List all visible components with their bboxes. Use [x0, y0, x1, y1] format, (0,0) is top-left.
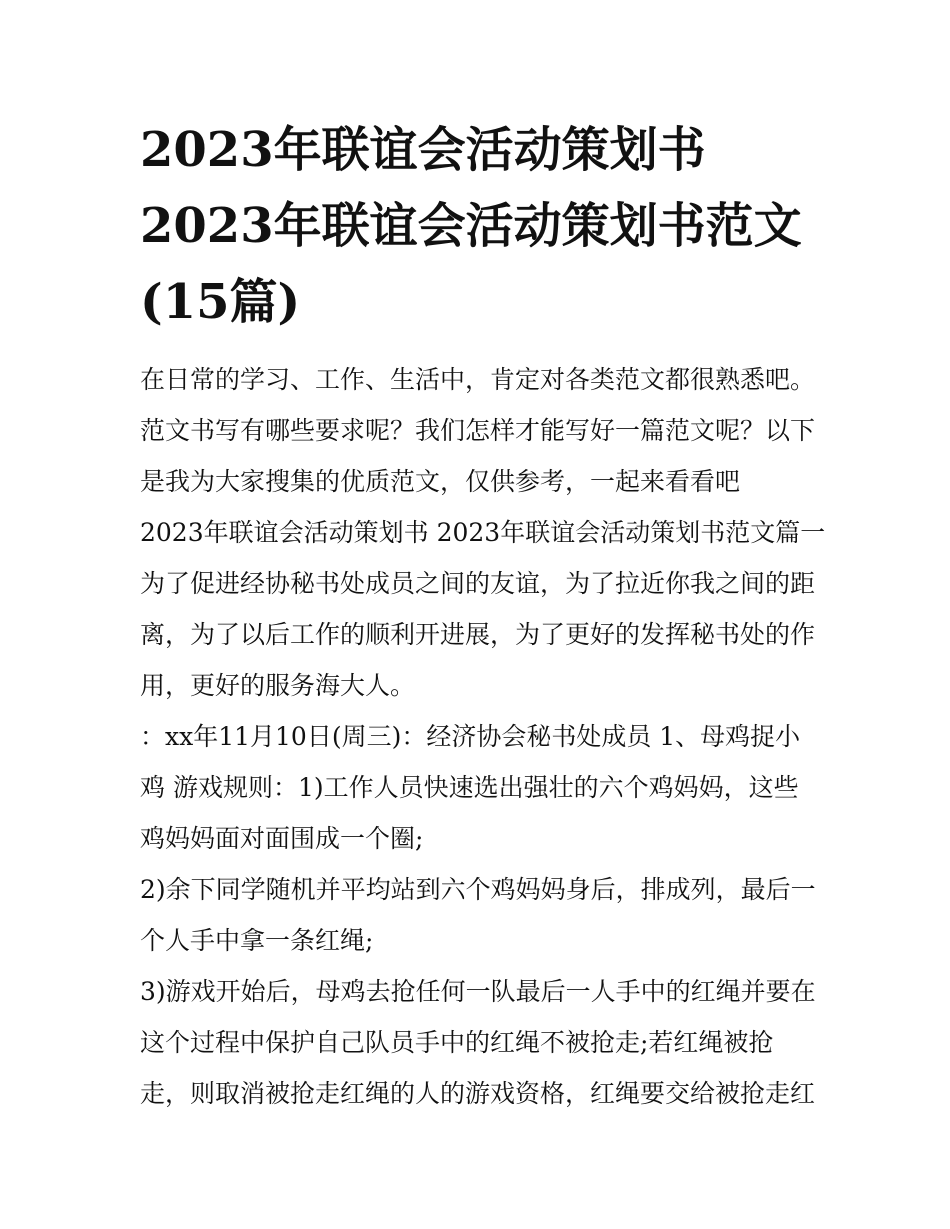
document-title-line-2: 2023年联谊会活动策划书范文 [140, 198, 802, 254]
body-line: 个人手中拿一条红绳; [140, 926, 374, 955]
body-line: 离，为了以后工作的顺利开进展，为了更好的发挥秘书处的作 [140, 620, 816, 649]
body-line: 在日常的学习、工作、生活中，肯定对各类范文都很熟悉吧。 [140, 365, 816, 394]
body-line: 范文书写有哪些要求呢？我们怎样才能写好一篇范文呢？以下 [140, 416, 816, 445]
body-line: 走，则取消被抢走红绳的人的游戏资格，红绳要交给被抢走红 [140, 1079, 816, 1108]
document-title-line-3: (15篇) [140, 274, 301, 330]
body-line: 鸡 游戏规则：1)工作人员快速选出强壮的六个鸡妈妈，这些 [140, 773, 799, 802]
body-line: 2)余下同学随机并平均站到六个鸡妈妈身后，排成列，最后一 [140, 875, 816, 904]
body-line: 是我为大家搜集的优质范文，仅供参考，一起来看看吧 [140, 467, 741, 496]
body-line: 这个过程中保护自己队员手中的红绳不被抢走;若红绳被抢 [140, 1028, 774, 1057]
body-line: 用，更好的服务海大人。 [140, 671, 416, 700]
document-title-line-1: 2023年联谊会活动策划书 [140, 122, 706, 178]
body-line: 为了促进经协秘书处成员之间的友谊，为了拉近你我之间的距 [140, 569, 816, 598]
body-line: 3)游戏开始后，母鸡去抢任何一队最后一人手中的红绳并要在 [140, 977, 816, 1006]
body-line: 2023年联谊会活动策划书 2023年联谊会活动策划书范文篇一 [140, 518, 826, 547]
body-line: 鸡妈妈面对面围成一个圈; [140, 824, 424, 853]
body-line: ：xx年11月10日(周三)：经济协会秘书处成员 1、母鸡捉小 [140, 722, 801, 751]
